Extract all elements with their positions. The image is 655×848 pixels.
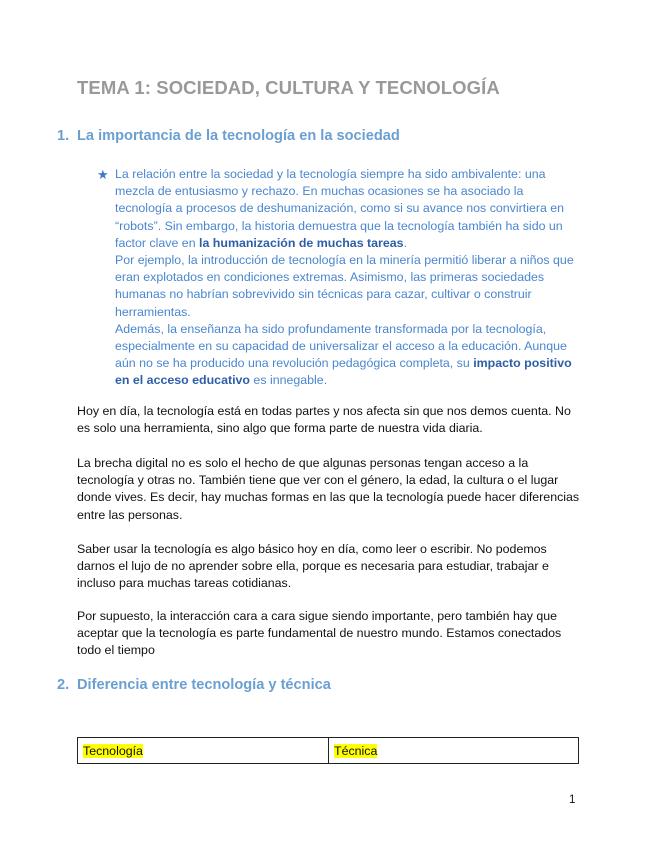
section-number: 2. xyxy=(57,677,70,693)
comparison-table xyxy=(77,737,579,764)
body-paragraph: Saber usar la tecnología es algo básico hoy en día, como leer o escribir. No podemos darnos el lujo de no aprender sobre ella, porque es necesaria para estudiar, trabajar e incluso para muchas tareas cotidianas. xyxy=(77,542,549,591)
bullet-text-run: Además, la enseñanza ha sido profundamente transformada por la tecnología, especialmente en su capacidad de universalizar el acceso a la educación. Aunque aún no se ha producido una revolución pedagógica completa, su xyxy=(115,321,567,371)
bullet-item xyxy=(97,166,577,390)
page-number: 1 xyxy=(569,794,576,806)
table-header-cell[interactable] xyxy=(78,738,328,763)
table-header-label: Técnica xyxy=(334,744,378,758)
bullet-text-run: es innegable. xyxy=(249,373,328,388)
bold-emphasis: la humanización de muchas tareas xyxy=(199,235,404,250)
bullet-text xyxy=(115,166,577,390)
bullet-text-run: . xyxy=(403,235,408,250)
section-heading-2 xyxy=(57,677,331,693)
bullet-paragraph-1 xyxy=(115,166,577,252)
page-title: TEMA 1: SOCIEDAD, CULTURA Y TECNOLOGÍA xyxy=(77,77,500,98)
star-icon: ★ xyxy=(97,167,109,182)
body-paragraph: Hoy en día, la tecnología está en todas partes y nos afecta sin que nos demos cuenta. No es solo una herramienta, sino algo que forma parte de nuestra vida diaria. xyxy=(77,404,571,436)
bullet-paragraph-2: Por ejemplo, la introducción de tecnología en la minería permitió liberar a niños que eran explotados en condiciones extremas. Asimismo, las primeras sociedades humanas no habrían sobrevivido sin técnicas para cazar, cultivar o construir herramientas. xyxy=(115,253,574,319)
section-heading-text: La importancia de la tecnología en la sociedad xyxy=(77,128,400,144)
bullet-text-run: La relación entre la sociedad y la tecnología siempre ha sido ambivalente: una mezcla de entusiasmo y rechazo. En muchas ocasiones se ha asociado la tecnología a procesos de deshumanización, como si su avance nos convirtiera en “robots”. Sin embargo, la historia demuestra que la tecnología también ha sido un factor clave en xyxy=(115,167,565,250)
section-heading-text: Diferencia entre tecnología y técnica xyxy=(77,677,331,693)
table-header-label: Tecnología xyxy=(83,744,143,758)
body-paragraph: Por supuesto, la interacción cara a cara sigue siendo importante, pero también hay que aceptar que la tecnología es parte fundamental de nuestro mundo. Estamos conectados todo el tiempo xyxy=(77,609,562,658)
bold-emphasis: impacto positivo en el acceso educativo xyxy=(115,356,572,388)
body-paragraph: La brecha digital no es solo el hecho de que algunas personas tengan acceso a la tecnología y otras no. También tiene que ver con el género, la edad, la cultura o el lugar donde vives. Es decir, hay muchas formas en las que la tecnología puede hacer diferencias entre las personas. xyxy=(77,456,580,522)
section-heading-1 xyxy=(57,128,400,144)
section-number: 1. xyxy=(57,128,70,144)
table-header-cell[interactable] xyxy=(328,738,578,763)
bullet-paragraph-3 xyxy=(115,321,577,390)
